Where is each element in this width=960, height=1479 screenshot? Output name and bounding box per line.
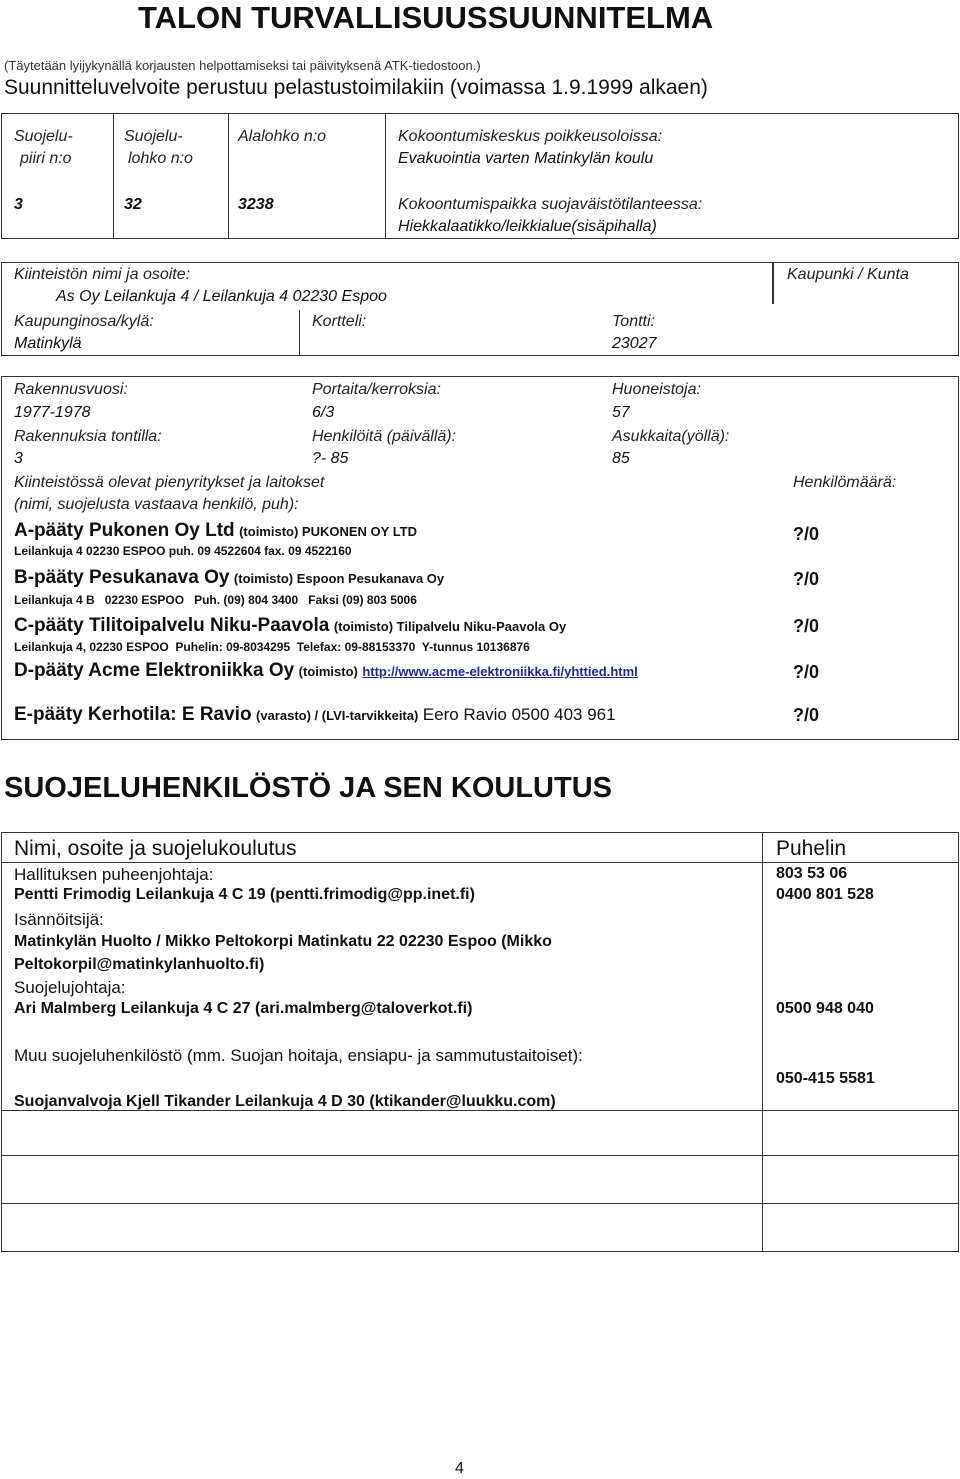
col-name-header: Nimi, osoite ja suojelukoulutus [14,837,297,860]
company-b-name: B-pääty Pesukanava Oy [14,567,230,588]
fill-instruction: (Täytetään lyijykynällä korjausten helpottamiseksi tai päivityksenä ATK-tiedostoon.) [4,58,481,73]
company-e-note: (varasto) / (LVI-tarvikkeita) [256,708,419,723]
company-a-count: ?/0 [793,524,820,544]
piiri-label-2: piiri n:o [20,150,72,167]
district-label: Kaupunginosa/kylä: [14,313,154,330]
alalohko-value: 3238 [238,196,274,213]
company-e-contact: Eero Ravio 0500 403 961 [422,705,616,724]
headcount-label: Henkilömäärä: [793,474,897,491]
company-c-count: ?/0 [793,616,820,636]
company-e-count: ?/0 [793,705,820,725]
company-c-detail: Leilankuja 4, 02230 ESPOO Puhelin: 09-8034295 Telefax: 09-88153370 Y-tunnus 10136876 [14,640,530,654]
company-b [14,567,444,589]
apartments-value: 57 [612,404,630,421]
company-a [14,520,417,542]
section-title: SUOJELUHENKILÖSTÖ JA SEN KOULUTUS [4,772,612,804]
company-b-count: ?/0 [793,569,820,589]
other-staff-value: Suojanvalvoja Kjell Tikander Leilankuja 4 D 30 (ktikander@luukku.com) [14,1093,556,1110]
manager-value: Matinkylän Huolto / Mikko Peltokorpi Matinkatu 22 02230 Espoo (Mikko [14,933,552,950]
manager-value-2: Peltokorpil@matinkylanhuolto.fi) [14,956,265,973]
stairs-label: Portaita/kerroksia: [312,381,441,398]
year-label: Rakennusvuosi: [14,381,128,398]
company-b-note: (toimisto) Espoon Pesukanava Oy [233,571,445,586]
company-a-note: (toimisto) PUKONEN OY LTD [239,524,417,539]
night-residents-value: 85 [612,450,630,467]
property-name-value: As Oy Leilankuja 4 / Leilankuja 4 02230 Espoo [56,288,387,305]
apartments-label: Huoneistoja: [612,381,701,398]
company-d [14,660,638,682]
lohko-label: Suojelu- [124,128,183,145]
assembly-value: Evakuointia varten Matinkylän koulu [398,150,654,167]
buildings-value: 3 [14,450,23,467]
plot-label: Tontti: [612,313,655,330]
chair-phone-2: 0400 801 528 [776,886,874,903]
district-value: Matinkylä [14,335,82,352]
company-e [14,704,616,726]
page-number: 4 [455,1460,464,1477]
company-a-name: A-pääty Pukonen Oy Ltd [14,520,235,541]
day-persons-value: ?- 85 [312,450,349,467]
lohko-value: 32 [124,196,142,213]
col-phone-header: Puhelin [776,837,847,860]
company-d-name: D-pääty Acme Elektroniikka Oy [14,660,295,681]
city-label: Kaupunki / Kunta [787,266,909,283]
company-b-detail: Leilankuja 4 B 02230 ESPOO Puh. (09) 804 3400 Faksi (09) 803 5006 [14,593,417,607]
legal-basis: Suunnitteluvelvoite perustuu pelastustoimilakiin (voimassa 1.9.1999 alkaen) [4,76,708,99]
year-value: 1977-1978 [14,404,91,421]
lohko-label-2: lohko n:o [128,150,193,167]
other-staff-label: Muu suojeluhenkilöstö (mm. Suojan hoitaja, ensiapu- ja sammutustaitoiset): [14,1046,583,1065]
day-persons-label: Henkilöitä (päivällä): [312,428,457,445]
block-label: Kortteli: [312,313,367,330]
director-label: Suojelujohtaja: [14,978,126,997]
plot-value: 23027 [612,335,657,352]
company-d-link[interactable]: http://www.acme-elektroniikka.fi/yhttied.html [362,664,638,679]
chair-value: Pentti Frimodig Leilankuja 4 C 19 (pentti.frimodig@pp.inet.fi) [14,886,475,903]
companies-label: Kiinteistössä olevat pienyritykset ja laitokset [14,474,325,491]
buildings-label: Rakennuksia tontilla: [14,428,162,445]
assembly-label: Kokoontumiskeskus poikkeusoloissa: [398,128,663,145]
company-c-note: (toimisto) Tilipalvelu Niku-Paavola Oy [333,619,567,634]
alalohko-label: Alalohko n:o [238,128,327,145]
shelter-label: Kokoontumispaikka suojaväistötilanteessa: [398,196,703,213]
company-d-count: ?/0 [793,662,820,682]
chair-label: Hallituksen puheenjohtaja: [14,865,214,884]
shelter-value: Hiekkalaatikko/leikkialue(sisäpihalla) [398,218,657,235]
director-phone: 0500 948 040 [776,1000,874,1017]
director-value: Ari Malmberg Leilankuja 4 C 27 (ari.malmberg@taloverkot.fi) [14,1000,473,1017]
company-c [14,615,566,637]
company-e-name: E-pääty Kerhotila: E Ravio [14,704,252,725]
piiri-value: 3 [14,196,23,213]
night-residents-label: Asukkaita(yöllä): [612,428,730,445]
company-c-name: C-pääty Tilitoipalvelu Niku-Paavola [14,615,330,636]
other-staff-phone: 050-415 5581 [776,1070,875,1087]
manager-label: Isännöitsijä: [14,910,104,929]
company-a-detail: Leilankuja 4 02230 ESPOO puh. 09 4522604 fax. 09 4522160 [14,544,352,558]
company-d-note: (toimisto) [298,664,358,679]
piiri-label: Suojelu- [14,128,73,145]
chair-phone-1: 803 53 06 [776,865,848,882]
property-name-label: Kiinteistön nimi ja osoite: [14,266,191,283]
companies-label-2: (nimi, suojelusta vastaava henkilö, puh): [14,496,299,513]
page-title: TALON TURVALLISUUSSUUNNITELMA [138,0,714,35]
stairs-value: 6/3 [312,404,335,421]
